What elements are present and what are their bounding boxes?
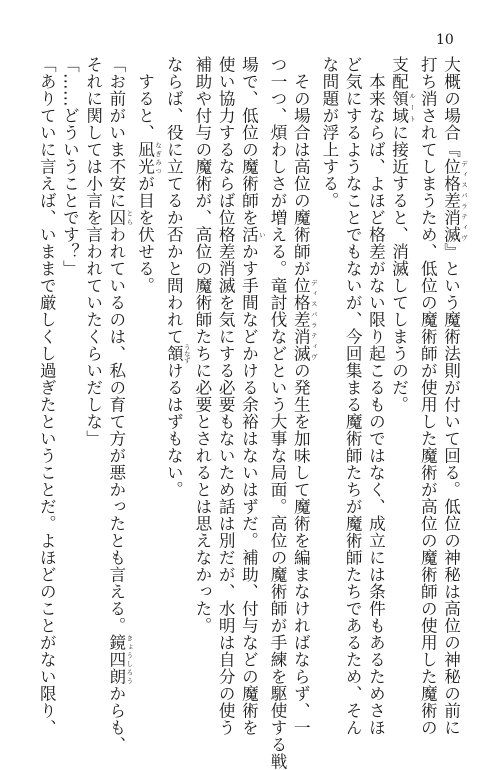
text-line: 補助や付与の魔術が、高位の魔術師たちに必要とされるとは思えなかった。 <box>192 56 212 634</box>
text-line: 「ありていに言えば、いままで厳しくし過ぎたということだ。よほどのことがない限り、 <box>37 56 57 736</box>
text-line: 打ち消されてしまうため、低位の魔術師が使用した魔術が高位の魔術師の使用した魔術の <box>418 56 438 736</box>
ruby-annotation: 活 い <box>239 226 266 243</box>
text-line: 「……どういうことです？」 <box>60 56 80 277</box>
novel-text <box>37 56 468 770</box>
text-line: な問題が浮上する。 <box>319 56 339 209</box>
ruby-annotation: 凪光 なぎみつ <box>135 141 163 175</box>
text-line: 大概の場合『位格差消滅 ディスパラティヴ』という魔術法則が付いて回る。低位の神秘は高位の神秘の前に <box>441 56 468 736</box>
text-line: その場合は高位の魔術師が位格差消滅 ディスパラティヴの発生を加味して魔術を編まなければならず、一 <box>291 56 318 736</box>
text-line: 使い協力するならば位格差消滅を気にする必要もないため話は別だが、水明は自分の使う <box>216 56 236 736</box>
text-line: 場で、低位の魔術師を活 いかす手間などかける余裕はないはずだ。補助、付与などの魔術を <box>239 56 266 736</box>
text-line: 本来ならば、よほど格差がない限り起こるものではなく、成立には条件もあるためさほ <box>366 56 386 736</box>
text-line: すると、凪光 なぎみつが目を伏せる。 <box>135 56 163 294</box>
text-line: それに関しては小言を言われていたくらいだしな」 <box>83 56 103 447</box>
ruby-annotation: 鏡四朗 きょうしろう <box>106 634 134 685</box>
ruby-annotation: 位格差消滅 ディスパラティヴ <box>441 158 468 243</box>
ruby-annotation: 頷 うなず <box>164 343 191 364</box>
text-line: 「お前がいま不安に囚 とらわれているのは、私の育て方が悪かったとも言える。鏡四朗 きょうしろうからも、 <box>106 56 134 753</box>
text-line: 支配領域 ルートに接近すると、消滅してしまうのだ。 <box>389 56 417 413</box>
page-number: 10 <box>436 32 454 48</box>
text-line: ど気にするようなことでもないが、今回集まる魔術師たちが魔術師たちであるため、そん <box>343 56 363 736</box>
ruby-annotation: 領域 ルート <box>389 90 417 124</box>
text-line: つ一つ、煩わしさが増える。竜討伐などという大事な局面。高位の魔術師が手練を駆使する戦 <box>268 56 288 770</box>
text-line: ならば、役に立てるか否かと問われて頷 うなずけるはずもない。 <box>164 56 191 498</box>
ruby-annotation: 位格差消滅 ディスパラティヴ <box>291 277 318 362</box>
ruby-annotation: 囚 とら <box>106 209 134 226</box>
